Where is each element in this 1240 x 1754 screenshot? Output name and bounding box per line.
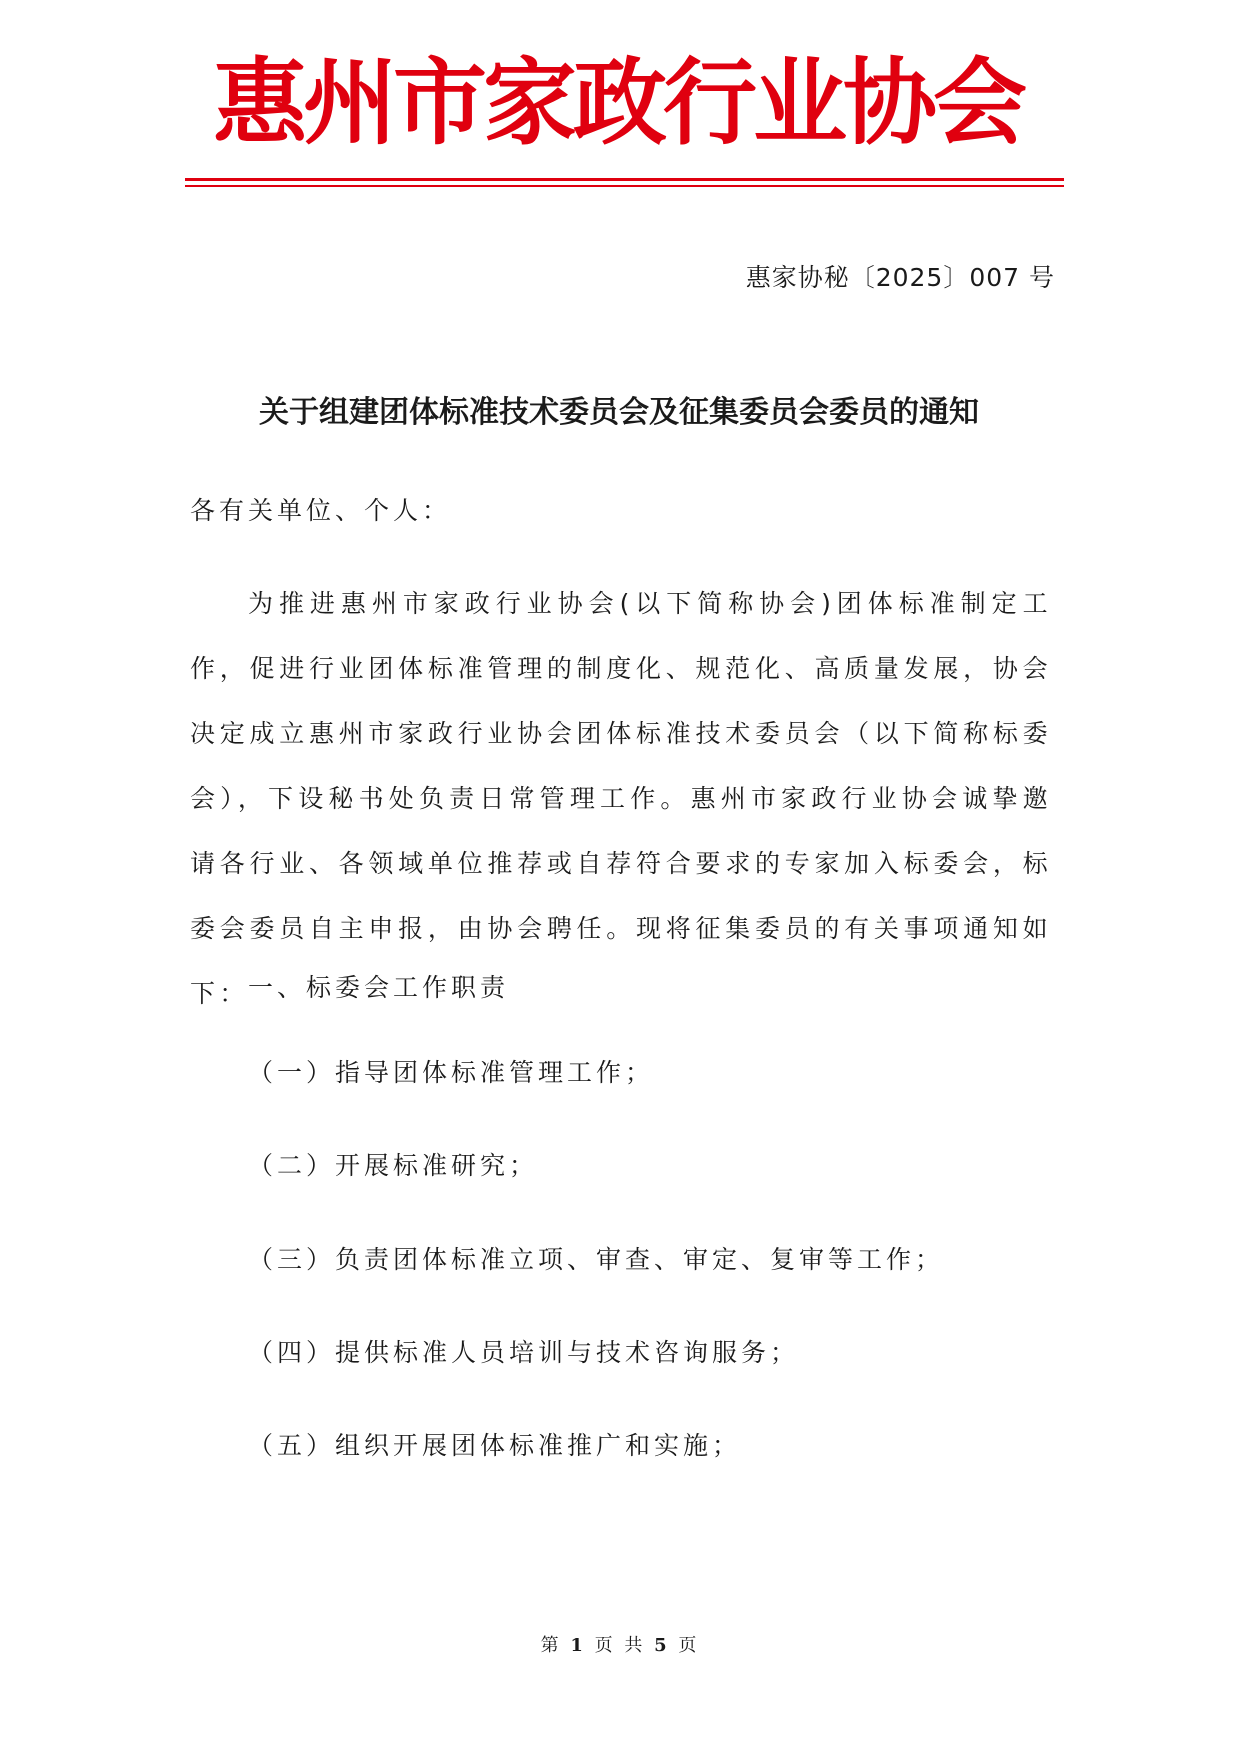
- duty-item-4: （四）提供标准人员培训与技术咨询服务；: [248, 1338, 800, 1367]
- duty-item-5: （五）组织开展团体标准推广和实施；: [248, 1431, 742, 1460]
- section-one-heading: 一、标委会工作职责: [248, 973, 510, 1002]
- footer-page-number: 1: [570, 1635, 586, 1656]
- footer-total-pages: 5: [654, 1635, 670, 1656]
- duty-item-1: （一）指导团体标准管理工作；: [248, 1058, 655, 1087]
- document-title: 关于组建团体标准技术委员会及征集委员会委员的通知: [259, 395, 979, 430]
- letterhead-org-name: 惠州市家政行业协会: [212, 49, 1023, 158]
- footer-suffix: 页: [678, 1635, 700, 1656]
- intro-paragraph: 为推进惠州市家政行业协会(以下简称协会)团体标准制定工作，促进行业团体标准管理的制度化、规范化、高质量发展，协会决定成立惠州市家政行业协会团体标准技术委员会（以下简称标委会），下设秘书处负责日常管理工作。惠州市家政行业协会诚挚邀请各行业、各领域单位推荐或自荐符合要求的专家加入标委会，标委会委员自主申报，由协会聘任。现将征集委员的有关事项通知如下：: [190, 589, 1052, 1008]
- duty-item-2: （二）开展标准研究；: [248, 1151, 539, 1180]
- footer-prefix: 第: [540, 1635, 562, 1656]
- salutation: 各有关单位、个人：: [190, 496, 452, 525]
- letterhead-rule-thick: [185, 178, 1064, 181]
- page-footer: [0, 1631, 1240, 1657]
- duty-item-3: （三）负责团体标准立项、审查、审定、复审等工作；: [248, 1245, 945, 1274]
- footer-middle: 页 共: [594, 1635, 646, 1656]
- document-number: 惠家协秘〔2025〕007 号: [745, 263, 1055, 292]
- letterhead-rule-thin: [185, 185, 1064, 187]
